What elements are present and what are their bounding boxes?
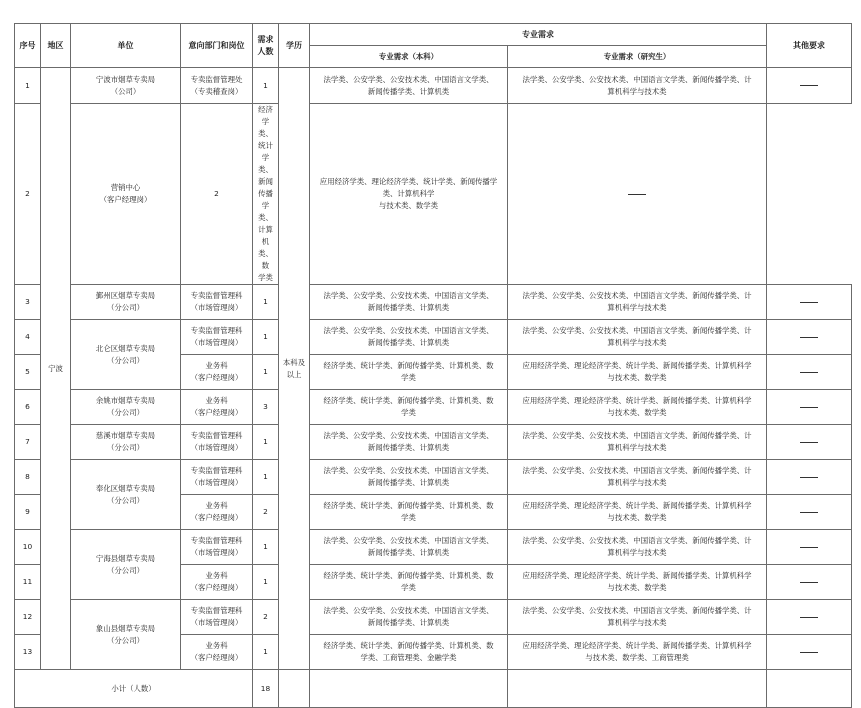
cell-major-bachelor: 法学类、公安学类、公安技术类、中国语言文学类、 新闻传播学类、计算机类 [310,425,508,460]
cell-other [767,460,852,495]
cell-seq: 5 [15,355,41,390]
cell-major-bachelor: 法学类、公安学类、公安技术类、中国语言文学类、 新闻传播学类、计算机类 [310,600,508,635]
cell-count: 2 [253,600,279,635]
header-seq: 序号 [15,24,41,68]
cell-major-bachelor: 法学类、公安学类、公安技术类、中国语言文学类、 新闻传播学类、计算机类 [310,285,508,320]
cell-major-bachelor: 经济学类、统计学类、新闻传播学类、计算机类、数 学类 [310,355,508,390]
dash-mark [800,302,818,303]
cell-major-graduate: 法学类、公安学类、公安技术类、中国语言文学类、新闻传播学类、计 算机科学与技术类 [508,320,767,355]
cell-dept: 业务科 （客户经理岗） [181,635,253,670]
dash-mark [800,442,818,443]
header-unit: 单位 [71,24,181,68]
subtotal-empty-education [279,670,310,708]
cell-seq: 6 [15,390,41,425]
cell-major-bachelor: 经济学类、统计学类、新闻传播学类、计算机类、数 学类 [310,565,508,600]
cell-major-graduate: 应用经济学类、理论经济学类、统计学类、新闻传播学类、计算机科学 与技术类、数学类 [508,390,767,425]
header-major-bachelor: 专业需求（本科） [310,46,508,68]
cell-other [767,495,852,530]
header-major: 专业需求 [310,24,767,46]
cell-unit: 鄞州区烟草专卖局 （分公司） [71,285,181,320]
cell-unit: 宁海县烟草专卖局 （分公司） [71,530,181,600]
cell-unit: 宁波市烟草专卖局 （公司） [71,68,181,104]
dash-mark [800,652,818,653]
cell-major-graduate: 应用经济学类、理论经济学类、统计学类、新闻传播学类、计算机科学 与技术类、数学类 [508,495,767,530]
cell-count: 1 [253,285,279,320]
cell-count: 3 [253,390,279,425]
cell-count: 1 [253,635,279,670]
cell-other [767,425,852,460]
cell-other [767,285,852,320]
cell-major-graduate: 应用经济学类、理论经济学类、统计学类、新闻传播学类、计算机科学 与技术类、数学类 [310,104,508,285]
cell-dept: 营销中心 （客户经理岗） [71,104,181,285]
recruitment-table [14,23,852,708]
header-other: 其他要求 [767,24,852,68]
dash-mark [800,85,818,86]
dash-mark [800,337,818,338]
cell-dept: 专卖监督管理处 （专卖稽查岗） [181,68,253,104]
cell-major-bachelor: 经济学类、统计学类、新闻传播学类、计算机类、数 学类 [253,104,279,285]
cell-count: 1 [253,565,279,600]
subtotal-empty-bachelor [310,670,508,708]
cell-major-bachelor: 法学类、公安学类、公安技术类、中国语言文学类、 新闻传播学类、计算机类 [310,460,508,495]
header-education: 学历 [279,24,310,68]
cell-count: 1 [253,355,279,390]
cell-other [767,565,852,600]
cell-count: 2 [181,104,253,285]
subtotal-empty-graduate [508,670,767,708]
cell-dept: 专卖监督管理科 （市场管理岗） [181,425,253,460]
cell-dept: 专卖监督管理科 （市场管理岗） [181,530,253,565]
subtotal-value: 18 [253,670,279,708]
cell-count: 1 [253,425,279,460]
cell-seq: 10 [15,530,41,565]
cell-seq: 9 [15,495,41,530]
cell-major-bachelor: 经济学类、统计学类、新闻传播学类、计算机类、数 学类 [310,495,508,530]
cell-count: 1 [253,460,279,495]
cell-seq: 11 [15,565,41,600]
subtotal-label: 小计（人数） [15,670,253,708]
cell-seq: 2 [15,104,41,285]
cell-other [767,530,852,565]
cell-unit: 慈溪市烟草专卖局 （分公司） [71,425,181,460]
cell-dept: 专卖监督管理科 （市场管理岗） [181,460,253,495]
cell-other [767,635,852,670]
cell-major-bachelor: 法学类、公安学类、公安技术类、中国语言文学类、 新闻传播学类、计算机类 [310,320,508,355]
cell-education: 本科及以上 [279,68,310,670]
cell-seq: 13 [15,635,41,670]
cell-other [508,104,767,285]
cell-seq: 8 [15,460,41,495]
cell-major-bachelor: 法学类、公安学类、公安技术类、中国语言文学类、 新闻传播学类、计算机类 [310,68,508,104]
cell-other [767,68,852,104]
cell-dept: 业务科 （客户经理岗） [181,565,253,600]
header-count: 需求人数 [253,24,279,68]
cell-dept: 业务科 （客户经理岗） [181,495,253,530]
header-dept: 意向部门和岗位 [181,24,253,68]
cell-major-graduate: 法学类、公安学类、公安技术类、中国语言文学类、新闻传播学类、计 算机科学与技术类 [508,425,767,460]
cell-other [767,390,852,425]
cell-other [767,355,852,390]
cell-count: 2 [253,495,279,530]
cell-seq: 7 [15,425,41,460]
dash-mark [628,194,646,195]
header-major-graduate: 专业需求（研究生） [508,46,767,68]
cell-major-bachelor: 经济学类、统计学类、新闻传播学类、计算机类、数 学类、工商管理类、金融学类 [310,635,508,670]
dash-mark [800,617,818,618]
dash-mark [800,512,818,513]
cell-major-graduate: 法学类、公安学类、公安技术类、中国语言文学类、新闻传播学类、计 算机科学与技术类 [508,600,767,635]
cell-unit: 余姚市烟草专卖局 （分公司） [71,390,181,425]
cell-seq: 3 [15,285,41,320]
cell-major-graduate: 应用经济学类、理论经济学类、统计学类、新闻传播学类、计算机科学 与技术类、数学类 [508,355,767,390]
cell-seq: 1 [15,68,41,104]
subtotal-empty-other [767,670,852,708]
cell-unit: 奉化区烟草专卖局 （分公司） [71,460,181,530]
cell-dept: 专卖监督管理科 （市场管理岗） [181,320,253,355]
cell-count: 1 [253,68,279,104]
cell-dept: 业务科 （客户经理岗） [181,390,253,425]
cell-dept: 专卖监督管理科 （市场管理岗） [181,600,253,635]
cell-unit: 北仑区烟草专卖局 （分公司） [71,320,181,390]
cell-dept: 业务科 （客户经理岗） [181,355,253,390]
cell-other [767,600,852,635]
dash-mark [800,582,818,583]
cell-region: 宁波 [41,68,71,670]
cell-seq: 4 [15,320,41,355]
dash-mark [800,372,818,373]
cell-major-graduate: 应用经济学类、理论经济学类、统计学类、新闻传播学类、计算机科学 与技术类、数学类 [508,565,767,600]
dash-mark [800,547,818,548]
cell-major-graduate: 法学类、公安学类、公安技术类、中国语言文学类、新闻传播学类、计 算机科学与技术类 [508,460,767,495]
cell-seq: 12 [15,600,41,635]
cell-major-graduate: 法学类、公安学类、公安技术类、中国语言文学类、新闻传播学类、计 算机科学与技术类 [508,285,767,320]
cell-major-bachelor: 经济学类、统计学类、新闻传播学类、计算机类、数 学类 [310,390,508,425]
header-region: 地区 [41,24,71,68]
dash-mark [800,407,818,408]
cell-major-bachelor: 法学类、公安学类、公安技术类、中国语言文学类、 新闻传播学类、计算机类 [310,530,508,565]
cell-unit: 象山县烟草专卖局 （分公司） [71,600,181,670]
dash-mark [800,477,818,478]
cell-major-graduate: 法学类、公安学类、公安技术类、中国语言文学类、新闻传播学类、计 算机科学与技术类 [508,68,767,104]
cell-dept: 专卖监督管理科 （市场管理岗） [181,285,253,320]
cell-major-graduate: 应用经济学类、理论经济学类、统计学类、新闻传播学类、计算机科学 与技术类、数学类、工商管理类 [508,635,767,670]
cell-other [767,320,852,355]
cell-count: 1 [253,320,279,355]
cell-major-graduate: 法学类、公安学类、公安技术类、中国语言文学类、新闻传播学类、计 算机科学与技术类 [508,530,767,565]
cell-count: 1 [253,530,279,565]
